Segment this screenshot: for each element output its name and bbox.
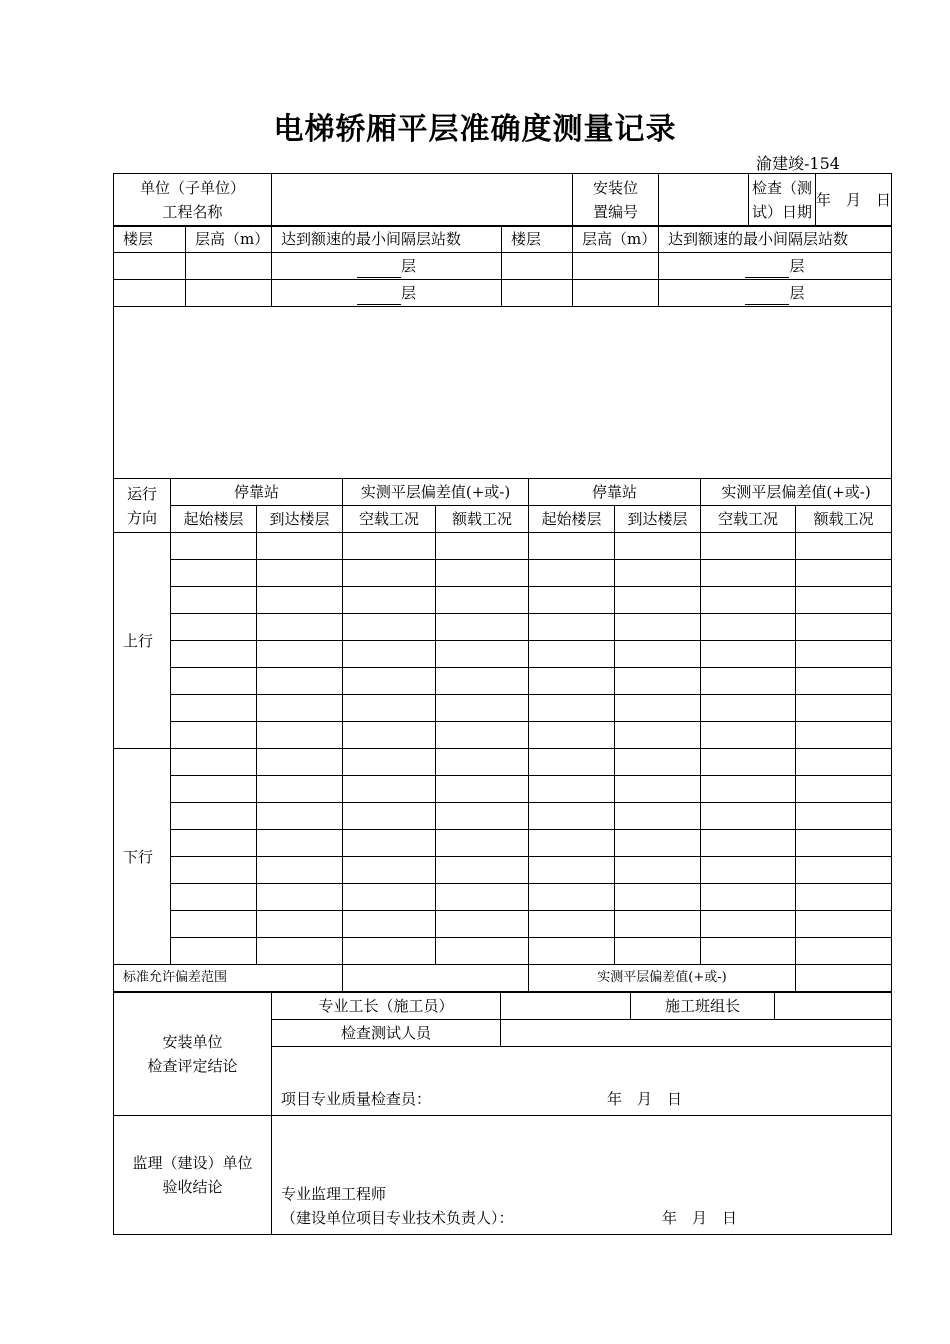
- measure-cell[interactable]: [257, 641, 343, 668]
- measure-cell[interactable]: [701, 560, 796, 587]
- measure-cell[interactable]: [343, 695, 436, 722]
- measure-cell[interactable]: [343, 803, 436, 830]
- direction-header: 运行 方向: [114, 479, 171, 533]
- measurement-table: [113, 478, 892, 992]
- min-span-cell[interactable]: 层: [272, 280, 502, 307]
- measure-cell[interactable]: [529, 884, 615, 911]
- measure-cell[interactable]: [171, 614, 257, 641]
- measure-cell[interactable]: [529, 641, 615, 668]
- measure-cell[interactable]: [701, 803, 796, 830]
- measure-cell[interactable]: [796, 560, 892, 587]
- measure-cell[interactable]: [701, 668, 796, 695]
- measure-row: [114, 749, 892, 776]
- install-position-field[interactable]: [659, 174, 749, 227]
- engineer-date: 年 月 日: [662, 1209, 738, 1227]
- measured-dev-label: 实测平层偏差值(+或-): [529, 965, 796, 992]
- no-load-header: 空载工况: [343, 506, 436, 533]
- stop-station-header-1: 停靠站: [171, 479, 343, 506]
- measure-cell[interactable]: [343, 911, 436, 938]
- measure-cell[interactable]: [257, 614, 343, 641]
- measure-cell[interactable]: [171, 938, 257, 965]
- floor-cell[interactable]: [502, 280, 573, 307]
- measure-row: [114, 695, 892, 722]
- measure-cell[interactable]: [257, 857, 343, 884]
- team-leader-field[interactable]: [775, 993, 892, 1020]
- measure-cell[interactable]: [436, 560, 529, 587]
- measure-cell[interactable]: [257, 587, 343, 614]
- measure-cell[interactable]: [343, 749, 436, 776]
- measure-cell[interactable]: [436, 776, 529, 803]
- measure-cell[interactable]: [615, 722, 701, 749]
- measure-cell[interactable]: [436, 722, 529, 749]
- floor-row: [114, 253, 892, 280]
- measure-row: [114, 884, 892, 911]
- measure-cell[interactable]: [257, 533, 343, 560]
- measure-cell[interactable]: [615, 830, 701, 857]
- measure-cell[interactable]: [796, 641, 892, 668]
- measure-cell[interactable]: [701, 938, 796, 965]
- quality-inspector-label: 项目专业质量检查员：: [281, 1090, 432, 1108]
- measure-row: [114, 614, 892, 641]
- measure-cell[interactable]: [171, 533, 257, 560]
- measure-cell[interactable]: [257, 884, 343, 911]
- measured-dev-field[interactable]: [796, 965, 892, 992]
- measure-cell[interactable]: [796, 884, 892, 911]
- arrive-floor-header: 到达楼层: [615, 506, 701, 533]
- measure-cell[interactable]: [171, 884, 257, 911]
- measure-row: [114, 776, 892, 803]
- blank-notes-area[interactable]: [114, 307, 892, 479]
- measure-cell[interactable]: [171, 776, 257, 803]
- measure-cell[interactable]: [615, 641, 701, 668]
- measure-cell[interactable]: [171, 803, 257, 830]
- height-cell[interactable]: [186, 280, 272, 307]
- measure-cell[interactable]: [615, 911, 701, 938]
- check-date-field[interactable]: 年 月 日: [816, 191, 892, 209]
- measure-cell[interactable]: [701, 749, 796, 776]
- measure-cell[interactable]: [529, 938, 615, 965]
- measure-cell[interactable]: [796, 695, 892, 722]
- col-floor-2: 楼层: [502, 226, 573, 253]
- measure-cell[interactable]: [701, 884, 796, 911]
- min-span-cell[interactable]: 层: [659, 253, 892, 280]
- measure-cell[interactable]: [615, 668, 701, 695]
- measure-cell[interactable]: [796, 722, 892, 749]
- measure-cell[interactable]: [615, 695, 701, 722]
- measure-cell[interactable]: [343, 587, 436, 614]
- height-cell[interactable]: [573, 280, 659, 307]
- measure-cell[interactable]: [436, 884, 529, 911]
- measure-cell[interactable]: [171, 560, 257, 587]
- measure-cell[interactable]: [343, 533, 436, 560]
- col-height-1: 层高（m）: [186, 226, 272, 253]
- deviation-header-2: 实测平层偏差值(+或-): [701, 479, 892, 506]
- measure-row: [114, 803, 892, 830]
- measure-cell[interactable]: [529, 560, 615, 587]
- measure-cell[interactable]: [436, 857, 529, 884]
- measure-cell[interactable]: [171, 641, 257, 668]
- floor-cell[interactable]: [502, 253, 573, 280]
- measure-cell[interactable]: [171, 668, 257, 695]
- engineer-sub-label: （建设单位项目专业技术负责人）：: [281, 1209, 514, 1227]
- measure-cell[interactable]: [529, 533, 615, 560]
- measure-cell[interactable]: [615, 776, 701, 803]
- measure-cell[interactable]: [701, 830, 796, 857]
- measure-row: [114, 722, 892, 749]
- measure-cell[interactable]: [343, 560, 436, 587]
- up-direction-label: 上行: [114, 533, 171, 749]
- measure-cell[interactable]: [615, 533, 701, 560]
- supervision-label: 监理（建设）单位 验收结论: [114, 1116, 272, 1235]
- rated-load-header: 额载工况: [436, 506, 529, 533]
- project-name-field[interactable]: [272, 174, 573, 227]
- supervision-block[interactable]: [272, 1116, 892, 1235]
- measure-cell[interactable]: [343, 668, 436, 695]
- height-cell[interactable]: [573, 253, 659, 280]
- measure-cell[interactable]: [615, 857, 701, 884]
- quality-inspector-block[interactable]: [272, 1047, 892, 1116]
- measure-cell[interactable]: [257, 830, 343, 857]
- measure-cell[interactable]: [343, 938, 436, 965]
- floor-table: [113, 225, 892, 479]
- project-name-label: 单位（子单位） 工程名称: [114, 174, 272, 227]
- check-date-label: 检查（测 试）日期: [749, 174, 816, 226]
- measure-cell[interactable]: [171, 749, 257, 776]
- measure-cell[interactable]: [343, 884, 436, 911]
- measure-cell[interactable]: [529, 614, 615, 641]
- measure-cell[interactable]: [529, 776, 615, 803]
- measure-cell[interactable]: [257, 803, 343, 830]
- measure-cell[interactable]: [529, 911, 615, 938]
- tester-field[interactable]: [501, 1020, 892, 1047]
- measure-cell[interactable]: [343, 641, 436, 668]
- std-range-label: 标准允许偏差范围: [114, 965, 343, 992]
- measure-cell[interactable]: [615, 938, 701, 965]
- measure-cell[interactable]: [257, 722, 343, 749]
- measure-row: [114, 938, 892, 965]
- measure-row: [114, 587, 892, 614]
- floor-cell[interactable]: [114, 253, 186, 280]
- measure-cell[interactable]: [436, 668, 529, 695]
- measure-cell[interactable]: [257, 776, 343, 803]
- min-span-cell[interactable]: 层: [272, 253, 502, 280]
- measure-cell[interactable]: [615, 749, 701, 776]
- floor-row: [114, 280, 892, 307]
- measure-row: [114, 533, 892, 560]
- quality-inspector-date: 年 月 日: [607, 1090, 683, 1108]
- page-title: 电梯轿厢平层准确度测量记录: [273, 112, 677, 147]
- measure-cell[interactable]: [796, 857, 892, 884]
- measure-row: [114, 911, 892, 938]
- measure-cell[interactable]: [796, 776, 892, 803]
- std-range-field[interactable]: [343, 965, 529, 992]
- measure-cell[interactable]: [529, 857, 615, 884]
- foreman-label: 专业工长（施工员）: [272, 993, 501, 1020]
- col-min-span-1: 达到额速的最小间隔层站数: [272, 226, 502, 253]
- measure-cell[interactable]: [615, 560, 701, 587]
- measure-cell[interactable]: [343, 776, 436, 803]
- measure-cell[interactable]: [615, 803, 701, 830]
- no-load-header: 空载工况: [701, 506, 796, 533]
- measure-cell[interactable]: [171, 587, 257, 614]
- install-unit-label: 安装单位 检查评定结论: [114, 993, 272, 1116]
- measure-cell[interactable]: [796, 830, 892, 857]
- measure-cell[interactable]: [796, 938, 892, 965]
- measure-cell[interactable]: [436, 749, 529, 776]
- measure-cell[interactable]: [529, 803, 615, 830]
- measure-cell[interactable]: [529, 722, 615, 749]
- header-table: [113, 173, 892, 227]
- measure-cell[interactable]: [436, 533, 529, 560]
- measure-cell[interactable]: [171, 695, 257, 722]
- form-code: 渝建竣-154: [756, 154, 840, 173]
- measure-cell[interactable]: [343, 857, 436, 884]
- measure-cell[interactable]: [701, 614, 796, 641]
- measure-cell[interactable]: [796, 614, 892, 641]
- measure-cell[interactable]: [529, 830, 615, 857]
- measure-cell[interactable]: [529, 587, 615, 614]
- measure-cell[interactable]: [615, 884, 701, 911]
- measure-cell[interactable]: [529, 668, 615, 695]
- measure-cell[interactable]: [701, 857, 796, 884]
- measure-cell[interactable]: [701, 641, 796, 668]
- team-leader-label: 施工班组长: [631, 993, 775, 1020]
- measure-cell[interactable]: [615, 614, 701, 641]
- measure-row: [114, 857, 892, 884]
- measure-row: [114, 668, 892, 695]
- stop-station-header-2: 停靠站: [529, 479, 701, 506]
- measure-cell[interactable]: [436, 830, 529, 857]
- measure-row: [114, 560, 892, 587]
- measure-row: [114, 641, 892, 668]
- measure-cell[interactable]: [171, 857, 257, 884]
- start-floor-header: 起始楼层: [529, 506, 615, 533]
- tester-label: 检查测试人员: [272, 1020, 501, 1047]
- measure-cell[interactable]: [701, 587, 796, 614]
- foreman-field[interactable]: [501, 993, 631, 1020]
- measure-cell[interactable]: [257, 668, 343, 695]
- measure-cell[interactable]: [257, 938, 343, 965]
- measure-cell[interactable]: [436, 938, 529, 965]
- measure-cell[interactable]: [796, 668, 892, 695]
- measure-cell[interactable]: [343, 722, 436, 749]
- col-height-2: 层高（m）: [573, 226, 659, 253]
- arrive-floor-header: 到达楼层: [257, 506, 343, 533]
- check-date-block: [749, 174, 892, 227]
- measure-row: [114, 830, 892, 857]
- measure-cell[interactable]: [171, 911, 257, 938]
- measure-cell[interactable]: [436, 803, 529, 830]
- floor-cell[interactable]: [114, 280, 186, 307]
- rated-load-header: 额载工况: [796, 506, 892, 533]
- measure-cell[interactable]: [436, 695, 529, 722]
- start-floor-header: 起始楼层: [171, 506, 257, 533]
- measure-cell[interactable]: [701, 776, 796, 803]
- measure-cell[interactable]: [796, 587, 892, 614]
- measure-cell[interactable]: [796, 533, 892, 560]
- measure-cell[interactable]: [701, 722, 796, 749]
- measure-cell[interactable]: [257, 911, 343, 938]
- down-direction-label: 下行: [114, 749, 171, 965]
- col-floor-1: 楼层: [114, 226, 186, 253]
- col-min-span-2: 达到额速的最小间隔层站数: [659, 226, 892, 253]
- measure-cell[interactable]: [257, 749, 343, 776]
- measure-cell[interactable]: [796, 749, 892, 776]
- signoff-table: [113, 992, 892, 1235]
- measure-cell[interactable]: [529, 749, 615, 776]
- install-position-label: 安装位 置编号: [573, 174, 659, 227]
- measure-cell[interactable]: [529, 695, 615, 722]
- measure-cell[interactable]: [615, 587, 701, 614]
- engineer-label: 专业监理工程师: [281, 1185, 387, 1203]
- measure-cell[interactable]: [436, 911, 529, 938]
- measure-cell[interactable]: [436, 587, 529, 614]
- measure-cell[interactable]: [257, 560, 343, 587]
- measure-cell[interactable]: [343, 614, 436, 641]
- height-cell[interactable]: [186, 253, 272, 280]
- measure-cell[interactable]: [171, 722, 257, 749]
- measure-cell[interactable]: [171, 830, 257, 857]
- measure-cell[interactable]: [436, 641, 529, 668]
- deviation-header-1: 实测平层偏差值(+或-): [343, 479, 529, 506]
- measure-cell[interactable]: [701, 533, 796, 560]
- measure-cell[interactable]: [257, 695, 343, 722]
- min-span-cell[interactable]: 层: [659, 280, 892, 307]
- measure-cell[interactable]: [796, 803, 892, 830]
- measure-cell[interactable]: [436, 614, 529, 641]
- measure-cell[interactable]: [343, 830, 436, 857]
- measure-cell[interactable]: [796, 911, 892, 938]
- measure-cell[interactable]: [701, 911, 796, 938]
- measure-cell[interactable]: [701, 695, 796, 722]
